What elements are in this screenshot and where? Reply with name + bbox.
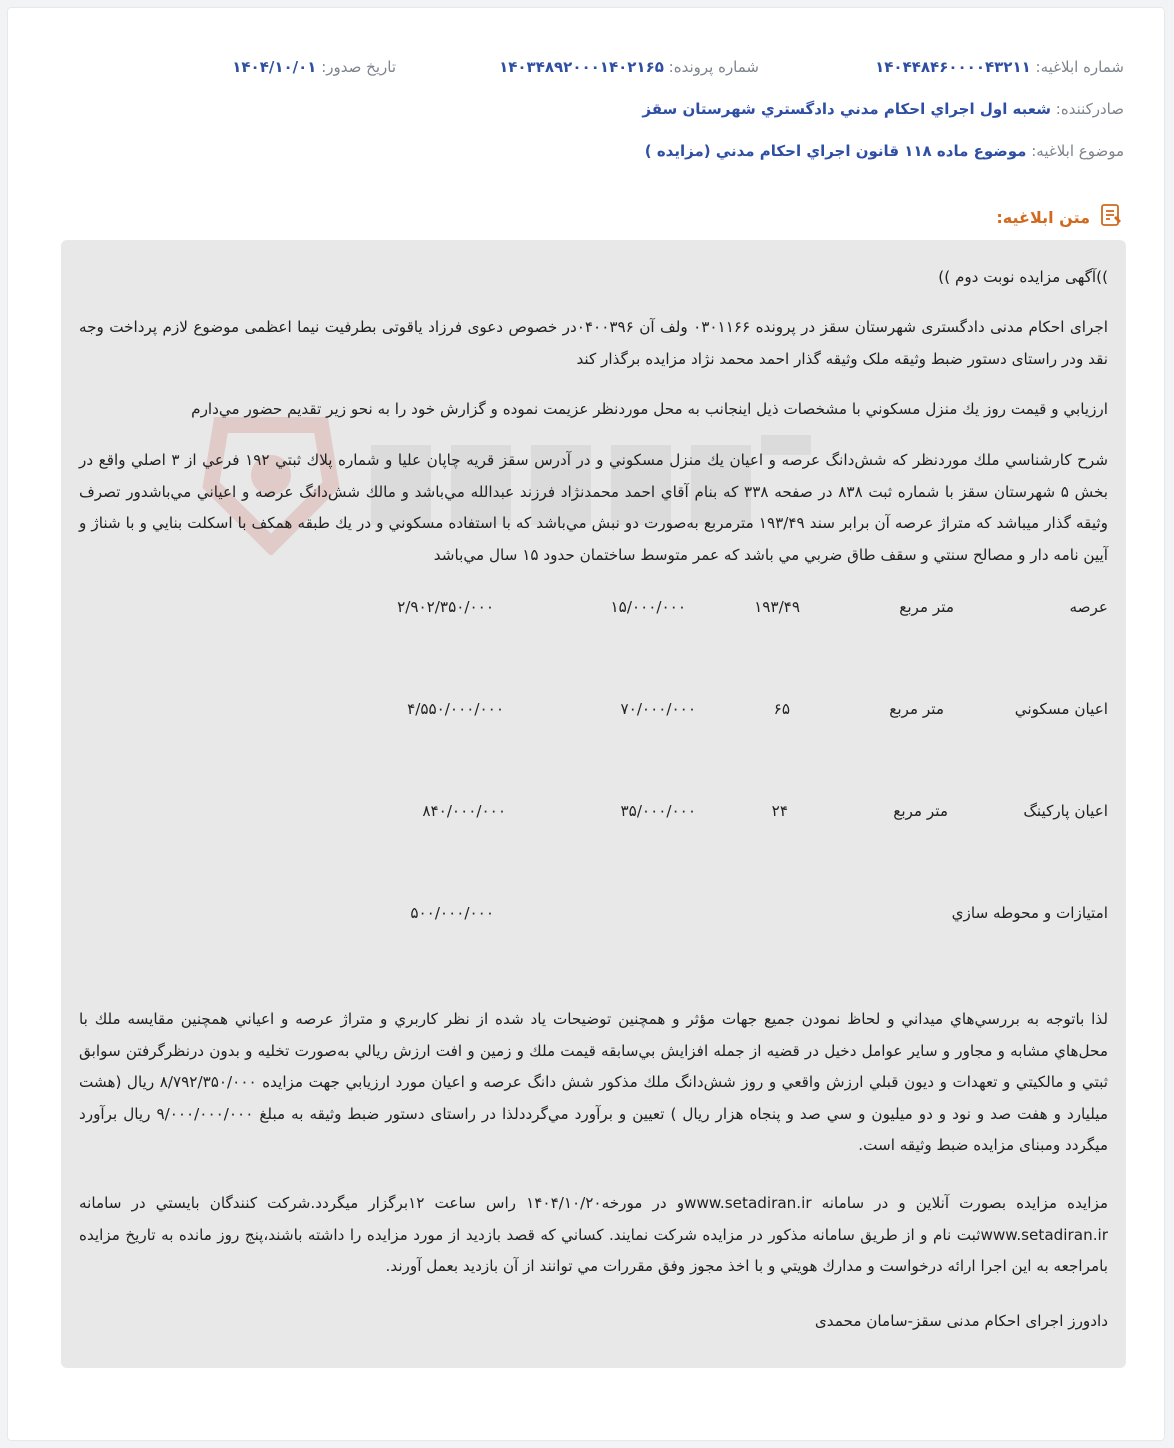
row-area: ۲۴ [771, 802, 788, 820]
row-unit: متر مربع [899, 598, 954, 616]
row-item: امتيازات و محوطه سازي [951, 904, 1108, 922]
row-unit-price: ۳۵/۰۰۰/۰۰۰ [620, 802, 696, 820]
paragraph-appraisal: ارزيابي و قيمت روز يك منزل مسكوني با مشخصات ذيل اينجانب به محل موردنظر عزيمت نموده و گزارش خود را به نحو زير تقديم حضور مي‌دارم [191, 400, 1108, 418]
issue-date-label: تاریخ صدور: [321, 58, 396, 76]
auction-heading: ))آگهی مزایده نوبت دوم )) [938, 268, 1108, 286]
case-number-value: ۱۴۰۳۴۸۹۲۰۰۰۱۴۰۲۱۶۵ [499, 58, 664, 76]
subject-field [645, 142, 1124, 160]
paragraph-intro: اجرای احکام مدنی دادگستری شهرستان سقز در پرونده ۰۳۰۱۱۶۶ ولف آن ۰۴۰۰۳۹۶در خصوص دعوی فرزاد یاقوتی بطرفیت نیما اعظمی موضوع لازم پرداخت وجه نقد ودر راستای دستور ضبط وثیقه ملک وثیقه گذار احمد محمد نژاد مزایده برگذار کند [79, 318, 1108, 368]
row-item: اعيان مسكوني [1014, 700, 1108, 718]
paragraph-auction-details: مزايده مزايده بصورت آنلاين و در سامانه www.setadiran.irو در مورخه۱۴۰۴/۱۰/۲۰ راس ساعت ۱۲برگزار ميگردد.شركت كنندگان بايستي در سامانه www.setadiran.irثبت نام و از طريق سامانه مذكور در مزايده شركت نمايند. كساني كه قصد بازديد از مورد مزايده را داشته باشند،پنج روز مانده به تاريخ مزايده بامراجعه به اين اجرا ارائه درخواست و مدارك هويتي و با اخذ مجوز وفق مقررات مي توانند از آن بازديد بعمل آورند. [79, 1194, 1108, 1275]
row-area: ۶۵ [773, 700, 790, 718]
row-area: ۱۹۳/۴۹ [754, 598, 800, 616]
issuer-label: صادرکننده: [1055, 100, 1124, 118]
row-unit-price: ۱۵/۰۰۰/۰۰۰ [610, 598, 686, 616]
issuer-value: شعبه اول اجراي احكام مدني دادگستري شهرستان سقز [642, 100, 1051, 118]
notice-text-title: متن ابلاغیه: [996, 207, 1090, 227]
row-total: ۴/۵۵۰/۰۰۰/۰۰۰ [407, 700, 504, 718]
row-item: اعيان پاركينگ [1023, 802, 1108, 820]
notice-text-heading [996, 202, 1124, 232]
meta-row-numbers [48, 58, 1124, 84]
subject-value: موضوع ماده ۱۱۸ قانون اجراي احكام مدني (مزايده ) [644, 142, 1027, 160]
notice-number-label: شماره ابلاغیه: [1035, 58, 1124, 76]
row-total: ۸۴۰/۰۰۰/۰۰۰ [422, 802, 506, 820]
row-total: ۵۰۰/۰۰۰/۰۰۰ [410, 904, 494, 922]
row-item: عرصه [1069, 598, 1108, 616]
issue-date-value: ۱۴۰۴/۱۰/۰۱ [232, 58, 317, 76]
paragraph-valuation-conclusion: لذا باتوجه به بررسي‌هاي ميداني و لحاظ نمودن جميع جهات مؤثر و همچنين توضيحات ياد شده از نظر كاربري و متراژ عرصه و اعياني همچنين مقايسه ملك با محل‌هاي مشابه و مجاور و ساير عوامل دخيل در قضيه از جمله افزايش بي‌سابقه قيمت ملك و زمين و افت ارزش ريالي به‌صورت تخليه و بدون درنظرگرفتن سوابق ثبتي و مالكيتي و تعهدات و ديون قبلي ارزش واقعي و روز شش‌دانگ ملك مذكور شش دانگ عرصه و اعيان مورد ارزيابي جهت مزايده ۸/۷۹۲/۳۵۰/۰۰۰ ريال (هشت ميليارد و هفت صد و نود و دو ميليون و سي صد و پنجاه هزار ريال ) تعيين و برآورد مي‌گرددلذا در راستای دستور ضبط وثیقه به مبلغ ۹/۰۰۰/۰۰۰/۰۰۰ ریال برآورد میگردد ومبنای مزایده ضبط وثیقه است. [79, 1010, 1109, 1154]
row-unit: متر مربع [893, 802, 948, 820]
row-total: ۲/۹۰۲/۳۵۰/۰۰۰ [397, 598, 494, 616]
document-note-icon [1098, 202, 1124, 232]
row-unit: متر مربع [889, 700, 944, 718]
notice-content-box [61, 240, 1126, 1368]
signature: دادورز اجرای احکام مدنی سقز-سامان محمدی [814, 1312, 1108, 1330]
notice-number-value: ۱۴۰۴۴۸۴۶۰۰۰۰۴۳۲۱۱ [875, 58, 1031, 76]
notice-page [7, 7, 1165, 1441]
notice-number-field [875, 58, 1124, 76]
paragraph-expert-description: شرح كارشناسي ملك موردنظر كه شش‌دانگ عرصه و اعيان يك منزل مسكوني و در آدرس سقز قريه چاپان عليا و شماره پلاك ثبتي ۱۹۲ فرعي از ۳ اصلي واقع در بخش ۵ شهرستان سقز با شماره ثبت ۸۳۸ در صفحه ۳۳۸ كه بنام آقاي احمد محمدنژاد فرزند عبدالله مي‌باشد و مالك شش‌دانگ عرصه و اعياني مي‌باشدور تصرف وثیقه گذار میباشد كه متراژ عرصه آن برابر سند ۱۹۳/۴۹ مترمربع به‌صورت دو نبش مي‌باشد كه با استفاده مسكوني و در يك طبقه همكف با اسكلت بنايي و با شناژ و آيين نامه دار و مصالح سنتي و سقف طاق ضربي مي باشد كه عمر متوسط ساختمان حدود ۱۵ سال مي‌باشد [79, 451, 1108, 564]
case-number-field [499, 58, 759, 76]
meta-row-issuer [48, 100, 1124, 126]
issuer-field [642, 100, 1124, 118]
subject-label: موضوع ابلاغیه: [1031, 142, 1124, 160]
row-unit-price: ۷۰/۰۰۰/۰۰۰ [620, 700, 696, 718]
meta-row-subject [48, 142, 1124, 168]
issue-date-field [232, 58, 396, 76]
case-number-label: شماره پرونده: [668, 58, 759, 76]
